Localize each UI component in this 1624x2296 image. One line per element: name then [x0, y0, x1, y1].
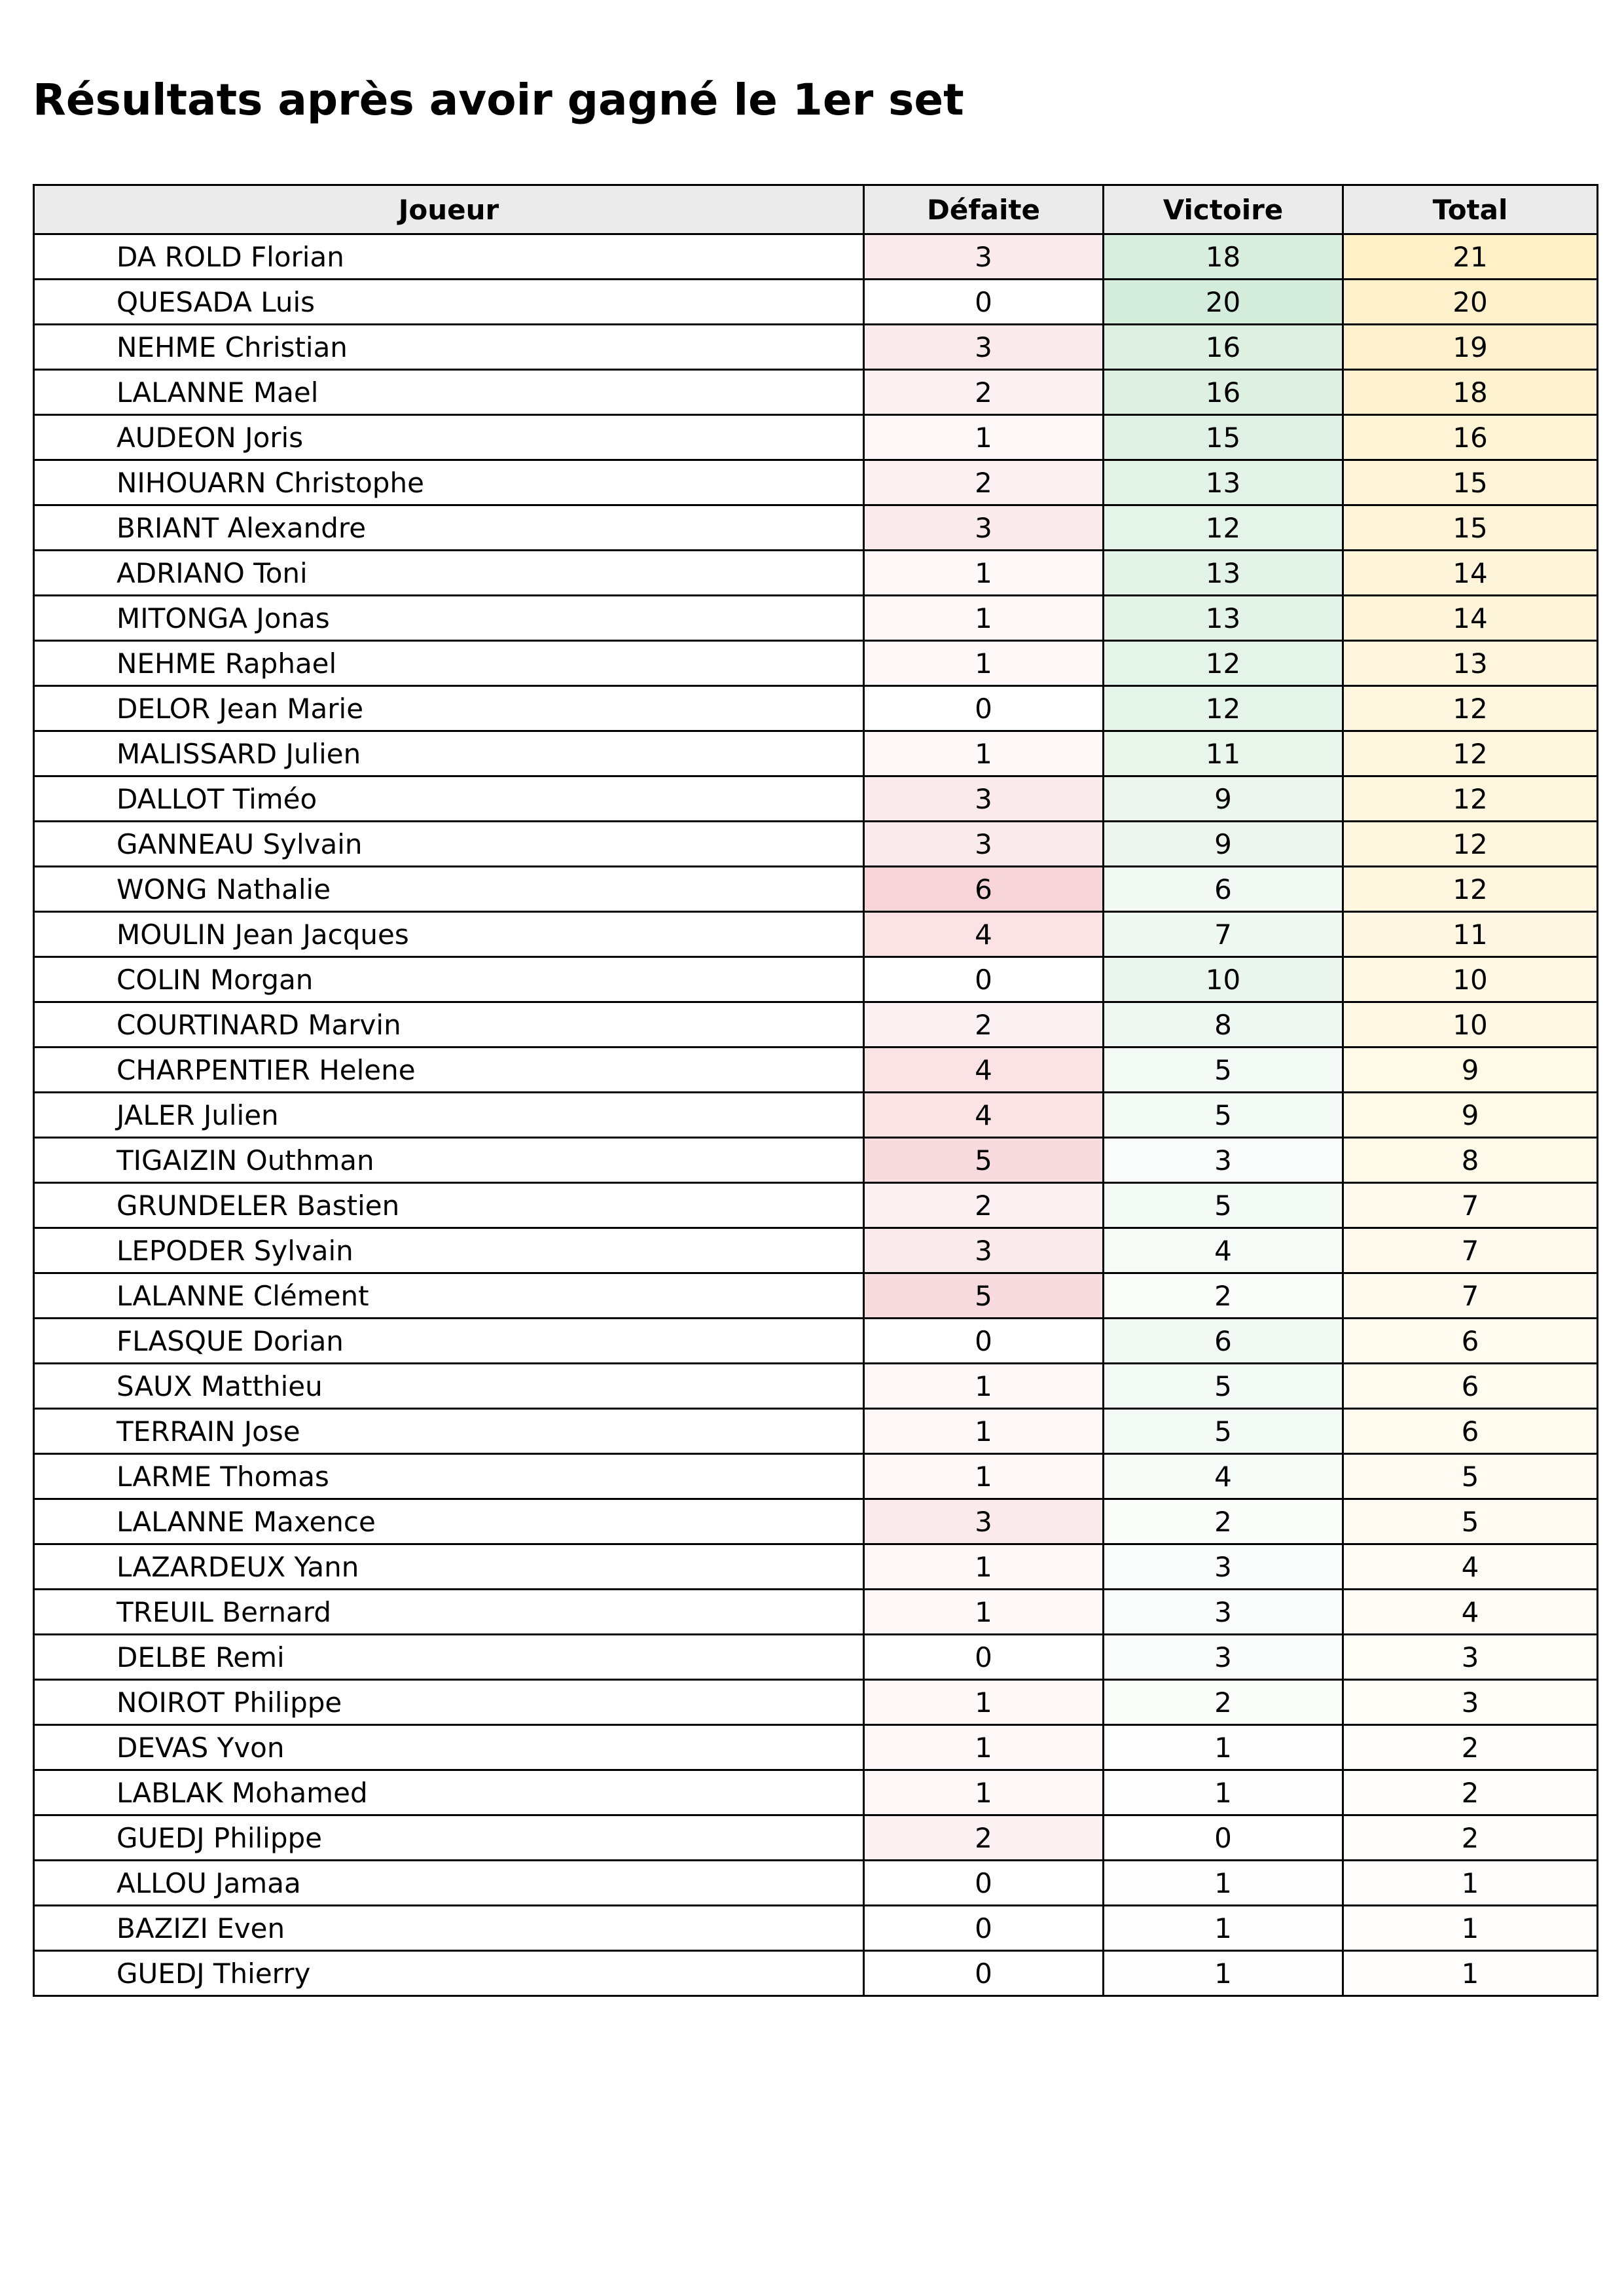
defeat-cell: 0 [864, 1635, 1104, 1680]
total-cell: 5 [1343, 1454, 1598, 1499]
total-cell: 3 [1343, 1635, 1598, 1680]
table-row [34, 1590, 1598, 1635]
defeat-cell: 1 [864, 1454, 1104, 1499]
total-cell: 14 [1343, 596, 1598, 641]
defeat-cell: 1 [864, 1590, 1104, 1635]
victory-cell: 5 [1104, 1093, 1343, 1138]
table-row [34, 460, 1598, 505]
table-row [34, 731, 1598, 776]
defeat-cell: 0 [864, 280, 1104, 325]
table-row [34, 415, 1598, 460]
total-cell: 1 [1343, 1906, 1598, 1951]
table-row [34, 1906, 1598, 1951]
player-name: DA ROLD Florian [34, 234, 864, 280]
table-row [34, 867, 1598, 912]
total-cell: 15 [1343, 460, 1598, 505]
victory-cell: 16 [1104, 370, 1343, 415]
results-table [33, 184, 1598, 1997]
total-cell: 16 [1343, 415, 1598, 460]
victory-cell: 13 [1104, 596, 1343, 641]
victory-cell: 3 [1104, 1635, 1343, 1680]
victory-cell: 3 [1104, 1590, 1343, 1635]
player-name: LEPODER Sylvain [34, 1228, 864, 1273]
player-name: DELBE Remi [34, 1635, 864, 1680]
victory-cell: 9 [1104, 776, 1343, 822]
victory-cell: 5 [1104, 1409, 1343, 1454]
defeat-cell: 5 [864, 1138, 1104, 1183]
victory-cell: 3 [1104, 1544, 1343, 1590]
total-cell: 12 [1343, 822, 1598, 867]
table-row [34, 1093, 1598, 1138]
table-row [34, 686, 1598, 731]
defeat-cell: 0 [864, 1861, 1104, 1906]
player-name: MOULIN Jean Jacques [34, 912, 864, 957]
header-row [34, 185, 1598, 234]
victory-cell: 7 [1104, 912, 1343, 957]
defeat-cell: 4 [864, 1048, 1104, 1093]
player-name: FLASQUE Dorian [34, 1319, 864, 1364]
victory-cell: 4 [1104, 1228, 1343, 1273]
victory-cell: 4 [1104, 1454, 1343, 1499]
total-cell: 19 [1343, 325, 1598, 370]
defeat-cell: 3 [864, 325, 1104, 370]
player-name: CHARPENTIER Helene [34, 1048, 864, 1093]
total-cell: 12 [1343, 686, 1598, 731]
table-row [34, 234, 1598, 280]
total-cell: 2 [1343, 1770, 1598, 1815]
player-name: LALANNE Clément [34, 1273, 864, 1319]
total-cell: 7 [1343, 1228, 1598, 1273]
player-name: NOIROT Philippe [34, 1680, 864, 1725]
player-name: COLIN Morgan [34, 957, 864, 1002]
player-name: TERRAIN Jose [34, 1409, 864, 1454]
table-row [34, 1409, 1598, 1454]
table-row [34, 1138, 1598, 1183]
victory-cell: 2 [1104, 1680, 1343, 1725]
victory-cell: 2 [1104, 1499, 1343, 1544]
table-row [34, 822, 1598, 867]
player-name: DALLOT Timéo [34, 776, 864, 822]
defeat-cell: 1 [864, 1544, 1104, 1590]
victory-cell: 1 [1104, 1861, 1343, 1906]
victory-cell: 12 [1104, 505, 1343, 551]
victory-cell: 5 [1104, 1364, 1343, 1409]
table-row [34, 1544, 1598, 1590]
player-name: QUESADA Luis [34, 280, 864, 325]
defeat-cell: 1 [864, 596, 1104, 641]
total-cell: 12 [1343, 776, 1598, 822]
table-row [34, 505, 1598, 551]
table-row [34, 1319, 1598, 1364]
player-name: LAZARDEUX Yann [34, 1544, 864, 1590]
defeat-cell: 2 [864, 460, 1104, 505]
defeat-cell: 5 [864, 1273, 1104, 1319]
table-row [34, 1364, 1598, 1409]
defeat-cell: 2 [864, 1002, 1104, 1048]
victory-cell: 0 [1104, 1815, 1343, 1861]
total-cell: 10 [1343, 1002, 1598, 1048]
table-row [34, 1048, 1598, 1093]
player-name: NEHME Raphael [34, 641, 864, 686]
defeat-cell: 0 [864, 686, 1104, 731]
table-row [34, 912, 1598, 957]
table-row [34, 776, 1598, 822]
defeat-cell: 4 [864, 912, 1104, 957]
table-row [34, 370, 1598, 415]
defeat-cell: 2 [864, 370, 1104, 415]
total-cell: 18 [1343, 370, 1598, 415]
header-victory: Victoire [1104, 185, 1343, 234]
table-row [34, 1815, 1598, 1861]
victory-cell: 20 [1104, 280, 1343, 325]
header-player: Joueur [34, 185, 864, 234]
player-name: TIGAIZIN Outhman [34, 1138, 864, 1183]
defeat-cell: 3 [864, 505, 1104, 551]
defeat-cell: 3 [864, 776, 1104, 822]
defeat-cell: 3 [864, 234, 1104, 280]
total-cell: 15 [1343, 505, 1598, 551]
defeat-cell: 4 [864, 1093, 1104, 1138]
total-cell: 14 [1343, 551, 1598, 596]
player-name: GANNEAU Sylvain [34, 822, 864, 867]
total-cell: 7 [1343, 1183, 1598, 1228]
defeat-cell: 1 [864, 1725, 1104, 1770]
victory-cell: 13 [1104, 551, 1343, 596]
total-cell: 6 [1343, 1409, 1598, 1454]
player-name: WONG Nathalie [34, 867, 864, 912]
player-name: GUEDJ Thierry [34, 1951, 864, 1996]
table-row [34, 1454, 1598, 1499]
victory-cell: 11 [1104, 731, 1343, 776]
table-row [34, 325, 1598, 370]
total-cell: 10 [1343, 957, 1598, 1002]
total-cell: 5 [1343, 1499, 1598, 1544]
table-row [34, 1635, 1598, 1680]
defeat-cell: 1 [864, 551, 1104, 596]
defeat-cell: 6 [864, 867, 1104, 912]
total-cell: 4 [1343, 1544, 1598, 1590]
victory-cell: 2 [1104, 1273, 1343, 1319]
table-row [34, 957, 1598, 1002]
victory-cell: 3 [1104, 1138, 1343, 1183]
player-name: GRUNDELER Bastien [34, 1183, 864, 1228]
player-name: NEHME Christian [34, 325, 864, 370]
player-name: AUDEON Joris [34, 415, 864, 460]
defeat-cell: 1 [864, 1364, 1104, 1409]
victory-cell: 1 [1104, 1951, 1343, 1996]
victory-cell: 13 [1104, 460, 1343, 505]
table-row [34, 596, 1598, 641]
total-cell: 1 [1343, 1861, 1598, 1906]
page-title: Résultats après avoir gagné le 1er set [33, 75, 964, 125]
table-row [34, 1725, 1598, 1770]
header-total: Total [1343, 185, 1598, 234]
total-cell: 9 [1343, 1093, 1598, 1138]
player-name: TREUIL Bernard [34, 1590, 864, 1635]
total-cell: 6 [1343, 1319, 1598, 1364]
table-row [34, 280, 1598, 325]
total-cell: 1 [1343, 1951, 1598, 1996]
table-row [34, 1680, 1598, 1725]
victory-cell: 9 [1104, 822, 1343, 867]
player-name: COURTINARD Marvin [34, 1002, 864, 1048]
victory-cell: 5 [1104, 1183, 1343, 1228]
victory-cell: 16 [1104, 325, 1343, 370]
victory-cell: 10 [1104, 957, 1343, 1002]
victory-cell: 1 [1104, 1906, 1343, 1951]
player-name: MITONGA Jonas [34, 596, 864, 641]
victory-cell: 1 [1104, 1725, 1343, 1770]
table-row [34, 1273, 1598, 1319]
player-name: DELOR Jean Marie [34, 686, 864, 731]
victory-cell: 6 [1104, 1319, 1343, 1364]
total-cell: 6 [1343, 1364, 1598, 1409]
header-defeat: Défaite [864, 185, 1104, 234]
total-cell: 7 [1343, 1273, 1598, 1319]
total-cell: 11 [1343, 912, 1598, 957]
total-cell: 3 [1343, 1680, 1598, 1725]
table-row [34, 1228, 1598, 1273]
defeat-cell: 2 [864, 1183, 1104, 1228]
defeat-cell: 1 [864, 1409, 1104, 1454]
player-name: LARME Thomas [34, 1454, 864, 1499]
victory-cell: 1 [1104, 1770, 1343, 1815]
total-cell: 21 [1343, 234, 1598, 280]
total-cell: 2 [1343, 1725, 1598, 1770]
victory-cell: 8 [1104, 1002, 1343, 1048]
defeat-cell: 3 [864, 1499, 1104, 1544]
player-name: BAZIZI Even [34, 1906, 864, 1951]
defeat-cell: 0 [864, 1319, 1104, 1364]
player-name: DEVAS Yvon [34, 1725, 864, 1770]
total-cell: 13 [1343, 641, 1598, 686]
defeat-cell: 1 [864, 415, 1104, 460]
total-cell: 12 [1343, 867, 1598, 912]
player-name: NIHOUARN Christophe [34, 460, 864, 505]
player-name: GUEDJ Philippe [34, 1815, 864, 1861]
victory-cell: 6 [1104, 867, 1343, 912]
player-name: LALANNE Mael [34, 370, 864, 415]
total-cell: 20 [1343, 280, 1598, 325]
victory-cell: 12 [1104, 686, 1343, 731]
victory-cell: 15 [1104, 415, 1343, 460]
total-cell: 9 [1343, 1048, 1598, 1093]
defeat-cell: 1 [864, 641, 1104, 686]
table-row [34, 1183, 1598, 1228]
victory-cell: 18 [1104, 234, 1343, 280]
table-row [34, 641, 1598, 686]
defeat-cell: 1 [864, 731, 1104, 776]
defeat-cell: 1 [864, 1680, 1104, 1725]
defeat-cell: 0 [864, 1906, 1104, 1951]
defeat-cell: 2 [864, 1815, 1104, 1861]
victory-cell: 5 [1104, 1048, 1343, 1093]
total-cell: 4 [1343, 1590, 1598, 1635]
player-name: SAUX Matthieu [34, 1364, 864, 1409]
defeat-cell: 0 [864, 1951, 1104, 1996]
defeat-cell: 0 [864, 957, 1104, 1002]
table-row [34, 1002, 1598, 1048]
total-cell: 8 [1343, 1138, 1598, 1183]
total-cell: 2 [1343, 1815, 1598, 1861]
table-row [34, 1861, 1598, 1906]
total-cell: 12 [1343, 731, 1598, 776]
table-row [34, 551, 1598, 596]
player-name: LALANNE Maxence [34, 1499, 864, 1544]
player-name: ALLOU Jamaa [34, 1861, 864, 1906]
table-row [34, 1499, 1598, 1544]
defeat-cell: 1 [864, 1770, 1104, 1815]
player-name: MALISSARD Julien [34, 731, 864, 776]
player-name: BRIANT Alexandre [34, 505, 864, 551]
player-name: LABLAK Mohamed [34, 1770, 864, 1815]
table-row [34, 1951, 1598, 1996]
defeat-cell: 3 [864, 1228, 1104, 1273]
victory-cell: 12 [1104, 641, 1343, 686]
table-row [34, 1770, 1598, 1815]
player-name: ADRIANO Toni [34, 551, 864, 596]
player-name: JALER Julien [34, 1093, 864, 1138]
results-body [34, 234, 1598, 1996]
defeat-cell: 3 [864, 822, 1104, 867]
